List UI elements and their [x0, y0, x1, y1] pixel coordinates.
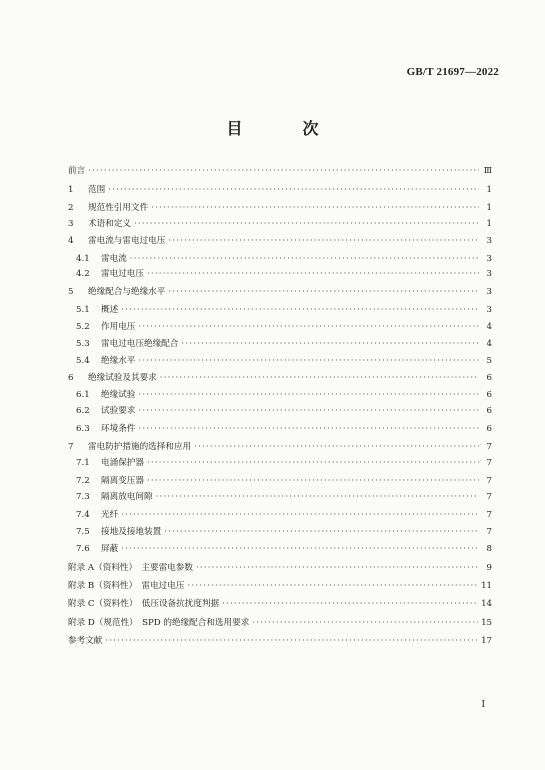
toc-entry-label: 雷电过电压: [101, 269, 144, 279]
toc-entry-label: 试验要求: [101, 406, 136, 416]
toc-entry-number: 7: [68, 442, 74, 452]
toc-entry-page: 11: [481, 581, 492, 591]
toc-entry-label: 附录 D（规范性） SPD 的绝缘配合和选用要求: [68, 618, 250, 628]
toc-leader-dots: [160, 371, 479, 385]
toc-entry-label: 参考文献: [68, 636, 103, 646]
toc-entry[interactable]: [68, 634, 492, 648]
toc-entry-page: 7: [486, 527, 492, 537]
toc-entry-number: 2: [68, 203, 74, 213]
toc-leader-dots: [108, 183, 479, 197]
toc-entry[interactable]: [76, 303, 492, 317]
toc-leader-dots: [130, 252, 479, 266]
toc-entry-label: 绝缘配合与绝缘水平: [88, 287, 166, 297]
toc-entry[interactable]: [76, 388, 492, 402]
toc-leader-dots: [121, 508, 479, 522]
toc-entry-page: 7: [486, 476, 492, 486]
toc-leader-dots: [105, 634, 478, 648]
standard-number: GB/T 21697—2022: [406, 66, 499, 78]
toc-entry-page: 6: [486, 390, 492, 400]
toc-entry-number: 5.4: [76, 356, 90, 366]
toc-entry-page: 15: [481, 618, 492, 628]
toc-entry[interactable]: [76, 320, 492, 334]
toc-entry-label: 隔离变压器: [101, 476, 144, 486]
toc-entry-number: 7.6: [76, 544, 90, 554]
toc-leader-dots: [196, 561, 479, 575]
toc-entry-page: 9: [486, 563, 492, 573]
toc-leader-dots: [138, 422, 479, 436]
toc-leader-dots: [121, 542, 479, 556]
toc-entry-number: 7.1: [76, 458, 90, 468]
toc-entry[interactable]: [76, 508, 492, 522]
toc-entry[interactable]: [76, 456, 492, 470]
toc-entry-label: 光纤: [101, 510, 119, 520]
toc-entry-label: 接地及接地装置: [101, 527, 162, 537]
toc-entry-number: 7.2: [76, 476, 90, 486]
toc-entry-label: 术语和定义: [88, 219, 131, 229]
toc-entry[interactable]: [76, 404, 492, 418]
toc-entry-number: 6.2: [76, 406, 90, 416]
toc-entry-page: 1: [486, 203, 492, 213]
toc-entry-page: 3: [486, 254, 492, 264]
toc-entry[interactable]: [68, 164, 492, 178]
page-title: 目 次: [226, 119, 341, 138]
toc-entry-label: 附录 C（资料性） 低压设备抗扰度判据: [68, 599, 220, 609]
toc-leader-dots: [164, 525, 479, 539]
toc-entry-label: 附录 A（资料性） 主要雷电参数: [68, 563, 193, 573]
toc-entry-label: 环境条件: [101, 424, 136, 434]
toc-leader-dots: [134, 217, 479, 231]
toc-entry-number: 4: [68, 236, 74, 246]
toc-leader-dots: [156, 490, 479, 504]
toc-entry-number: 4.1: [76, 254, 90, 264]
toc-leader-dots: [147, 456, 479, 470]
toc-leader-dots: [168, 285, 479, 299]
toc-leader-dots: [252, 616, 478, 630]
toc-entry-page: 5: [486, 356, 492, 366]
toc-leader-dots: [151, 201, 479, 215]
toc-leader-dots: [138, 354, 479, 368]
toc-entry-page: 4: [486, 339, 492, 349]
page-number: Ⅰ: [481, 700, 485, 710]
toc-entry-label: 概述: [101, 305, 119, 315]
toc-leader-dots: [138, 320, 479, 334]
toc-entry[interactable]: [68, 440, 492, 454]
toc-entry-page: 3: [486, 305, 492, 315]
toc-leader-dots: [138, 388, 479, 402]
toc-entry[interactable]: [68, 234, 492, 248]
toc-entry-label: 作用电压: [101, 322, 136, 332]
toc-entry-page: Ⅲ: [483, 166, 492, 176]
toc-entry-label: 范围: [88, 185, 106, 195]
toc-leader-dots: [181, 337, 479, 351]
toc-entry-page: 6: [486, 424, 492, 434]
toc-entry-number: 3: [68, 219, 74, 229]
toc-entry-number: 7.4: [76, 510, 90, 520]
toc-entry[interactable]: [68, 183, 492, 197]
toc-entry[interactable]: [68, 201, 492, 215]
toc-entry[interactable]: [68, 285, 492, 299]
toc-leader-dots: [147, 267, 479, 281]
toc-entry-number: 6: [68, 373, 74, 383]
toc-entry[interactable]: [76, 474, 492, 488]
toc-entry-number: 4.2: [76, 269, 90, 279]
toc-leader-dots: [194, 440, 479, 454]
toc-entry[interactable]: [76, 490, 492, 504]
toc-entry[interactable]: [76, 354, 492, 368]
toc-entry-label: 附录 B（资料性） 雷电过电压: [68, 581, 185, 591]
toc-entry-label: 雷电流: [101, 254, 127, 264]
toc-leader-dots: [121, 303, 479, 317]
toc-entry-page: 7: [486, 458, 492, 468]
toc-entry-label: 规范性引用文件: [88, 203, 149, 213]
toc-entry-page: 17: [481, 636, 492, 646]
toc-leader-dots: [222, 597, 478, 611]
toc-entry-label: 隔离放电间隙: [101, 492, 153, 502]
toc-entry[interactable]: [68, 579, 492, 593]
toc-entry[interactable]: [76, 542, 492, 556]
toc-entry-label: 雷电防护措施的选择和应用: [88, 442, 192, 452]
toc-entry[interactable]: [76, 422, 492, 436]
toc-entry[interactable]: [68, 616, 492, 630]
toc-leader-dots: [88, 164, 479, 178]
toc-entry-page: 8: [486, 544, 492, 554]
toc-leader-dots: [168, 234, 479, 248]
toc-entry-number: 7.5: [76, 527, 90, 537]
toc-entry[interactable]: [76, 337, 492, 351]
toc-entry-number: 5.2: [76, 322, 90, 332]
toc-entry-label: 绝缘试验及其要求: [88, 373, 157, 383]
toc-entry-page: 6: [486, 406, 492, 416]
toc-entry-page: 1: [486, 185, 492, 195]
toc-entry-label: 绝缘水平: [101, 356, 136, 366]
toc-entry-number: 7.3: [76, 492, 90, 502]
toc-entry[interactable]: [76, 525, 492, 539]
toc-entry-page: 7: [486, 510, 492, 520]
toc-entry-label: 雷电过电压绝缘配合: [101, 339, 179, 349]
toc-entry[interactable]: [68, 597, 492, 611]
toc-entry-number: 6.1: [76, 390, 90, 400]
toc-entry-page: 6: [486, 373, 492, 383]
toc-entry-page: 3: [486, 269, 492, 279]
toc-entry[interactable]: [68, 371, 492, 385]
toc-entry-page: 7: [486, 442, 492, 452]
toc-entry-label: 屏蔽: [101, 544, 119, 554]
toc-entry-number: 5: [68, 287, 74, 297]
toc-entry-number: 5.3: [76, 339, 90, 349]
toc-entry-label: 电涌保护器: [101, 458, 144, 468]
toc-leader-dots: [138, 404, 479, 418]
toc-entry-page: 4: [486, 322, 492, 332]
toc-leader-dots: [147, 474, 479, 488]
toc-entry[interactable]: [76, 252, 492, 266]
toc-entry-page: 3: [486, 236, 492, 246]
toc-entry[interactable]: [68, 217, 492, 231]
toc-leader-dots: [187, 579, 478, 593]
toc-entry-page: 7: [486, 492, 492, 502]
toc-entry-page: 14: [481, 599, 492, 609]
toc-entry-page: 1: [486, 219, 492, 229]
toc-entry-label: 前言: [68, 166, 86, 176]
toc-entry-label: 雷电流与雷电过电压: [88, 236, 166, 246]
toc-entry-number: 5.1: [76, 305, 90, 315]
toc-entry[interactable]: [76, 267, 492, 281]
toc-entry-page: 3: [486, 287, 492, 297]
toc-entry[interactable]: [68, 561, 492, 575]
toc-entry-label: 绝缘试验: [101, 390, 136, 400]
toc-entry-number: 6.3: [76, 424, 90, 434]
toc-entry-number: 1: [68, 185, 74, 195]
